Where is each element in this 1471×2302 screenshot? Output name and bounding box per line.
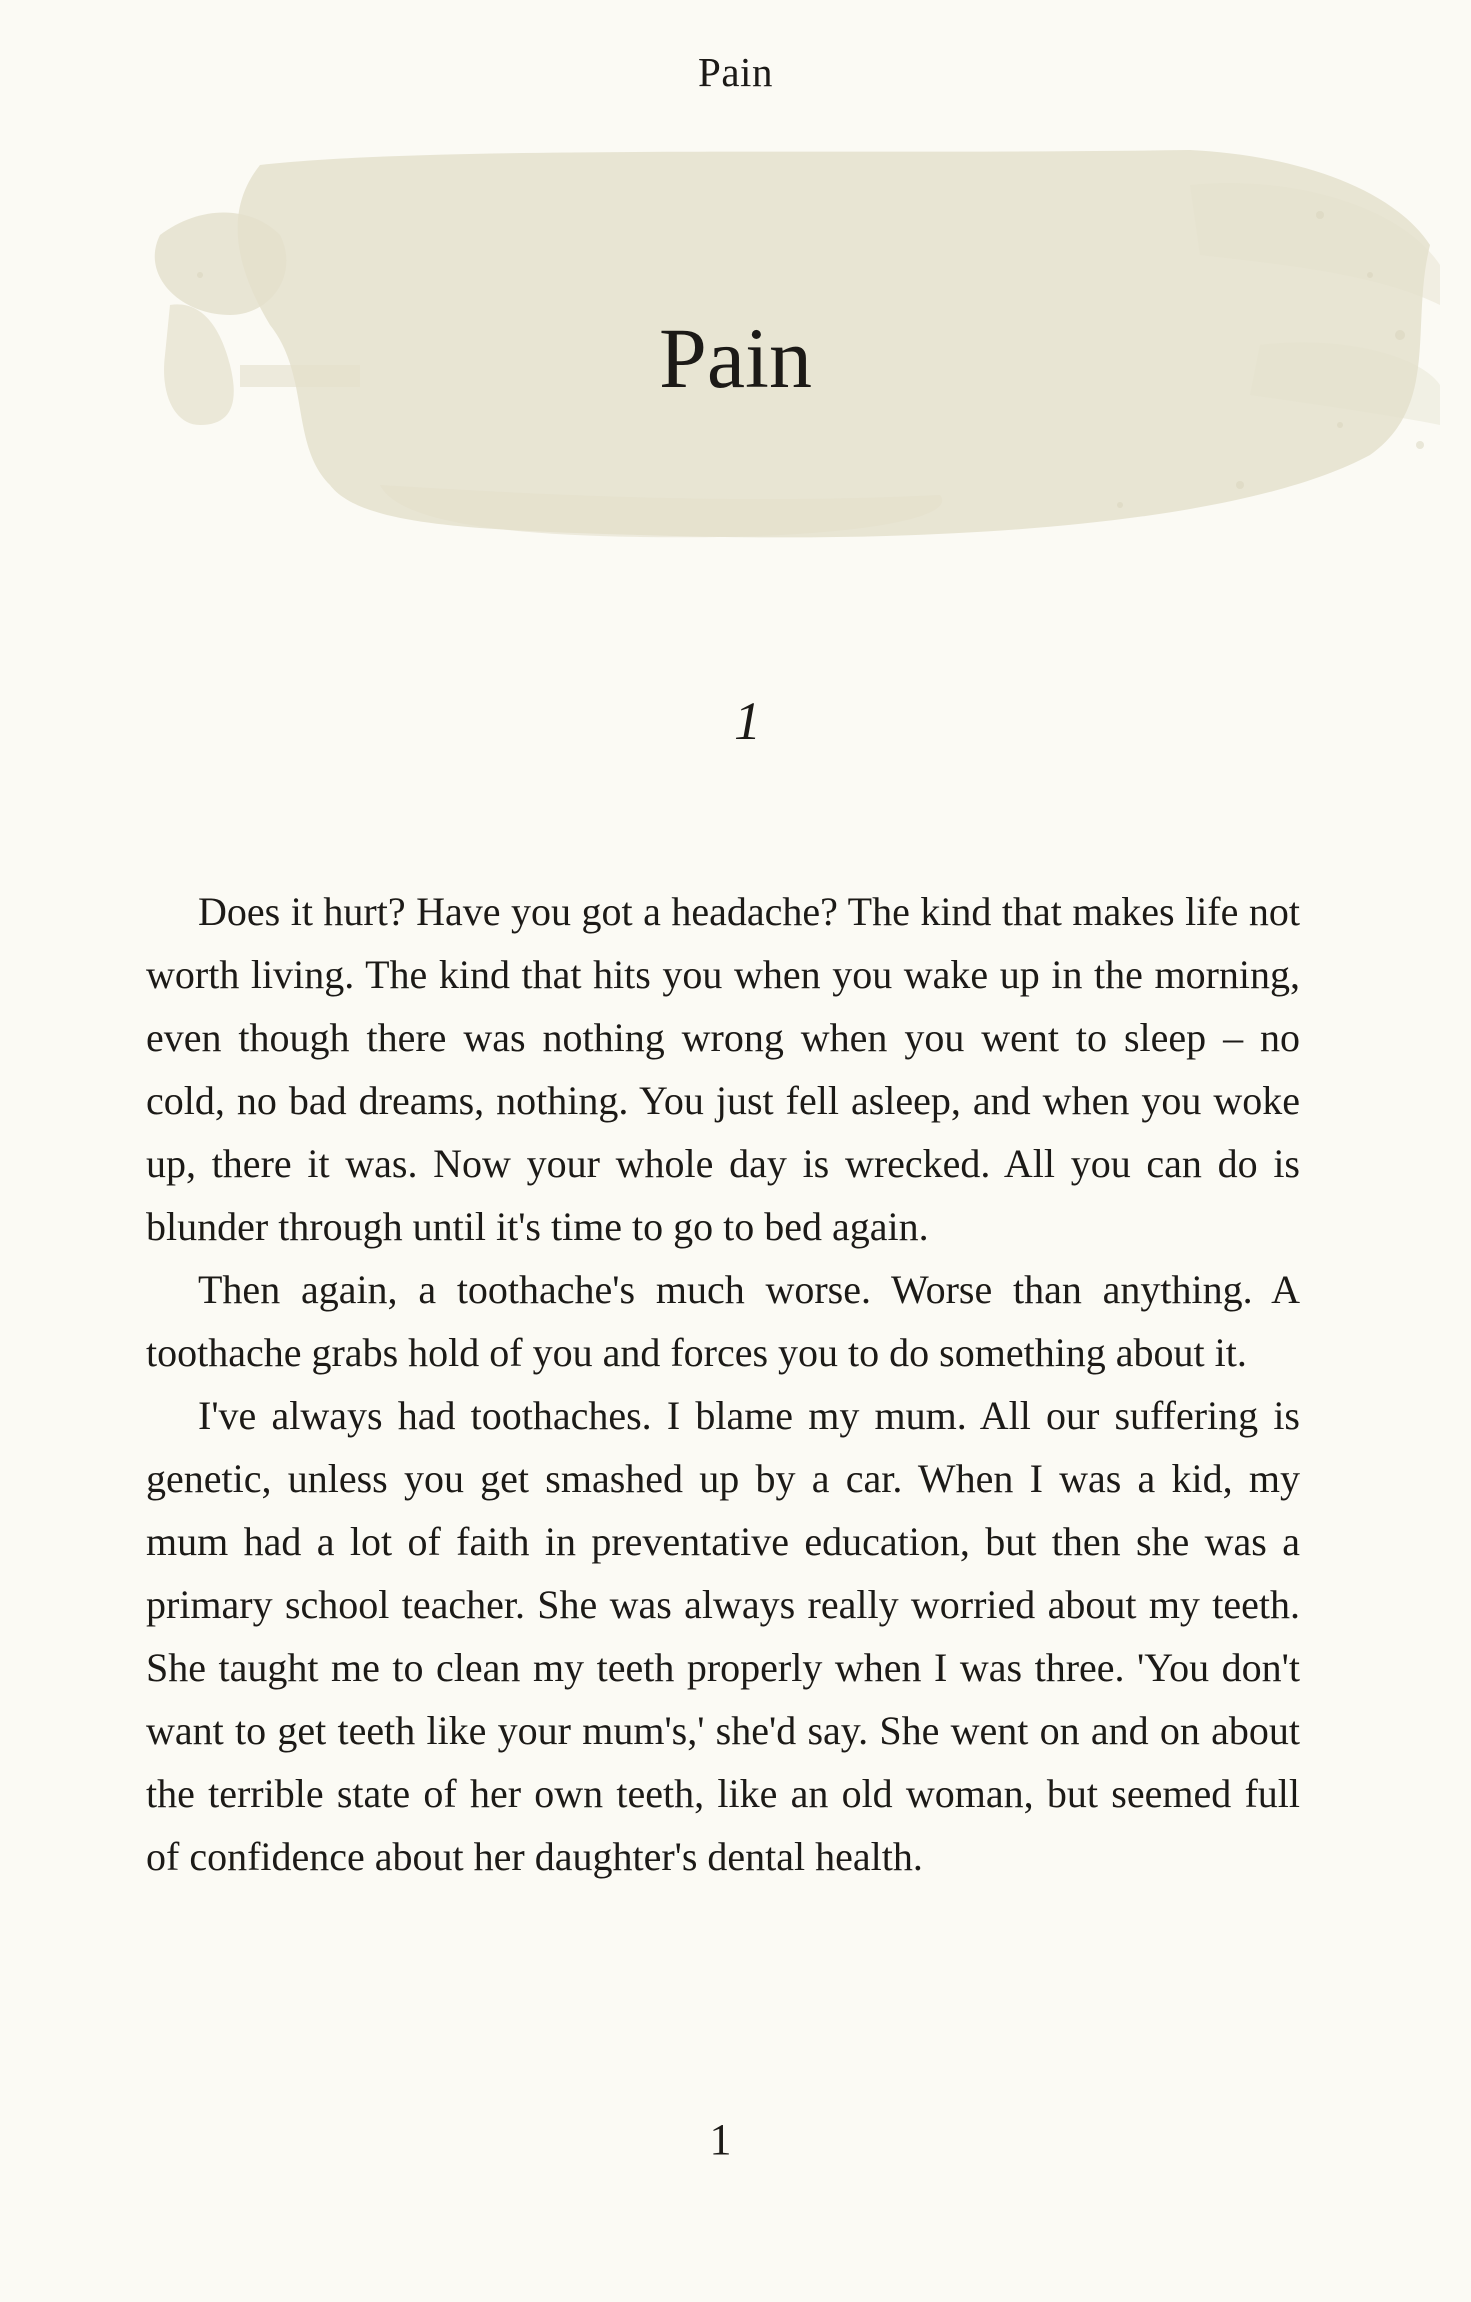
running-head: Pain [698,49,773,95]
chapter-title: Pain [659,310,812,406]
page-number: 1 [709,2115,732,2164]
paragraph: I've always had toothaches. I blame my mum. All our suffering is genetic, unless you get smashed up by a car. When I was a kid, my mum had a lot of faith in preventative education, but then she was a primary school teacher. She was always really worried about my teeth. She taught me to clean my teeth properly when I was three. 'You don't want to get teeth like your mum's,' she'd say. She went on and on about the terrible state of her own teeth, like an old woman, but seemed full of confidence about her daughter's dental health. [146,1393,1300,1879]
paragraph: Then again, a toothache's much worse. Worse than anything. A toothache grabs hold of you and forces you to do something about it. [146,1267,1300,1375]
paragraph: Does it hurt? Have you got a headache? The kind that makes life not worth living. The kind that hits you when you wake up in the morning, even though there was nothing wrong when you went to sleep – no cold, no bad dreams, nothing. You just fell asleep, and when you woke up, there it was. Now your whole day is wrecked. All you can do is blunder through until it's time to go to bed again. [146,889,1300,1249]
chapter-number: 1 [734,691,761,751]
body-text [146,880,1300,1888]
